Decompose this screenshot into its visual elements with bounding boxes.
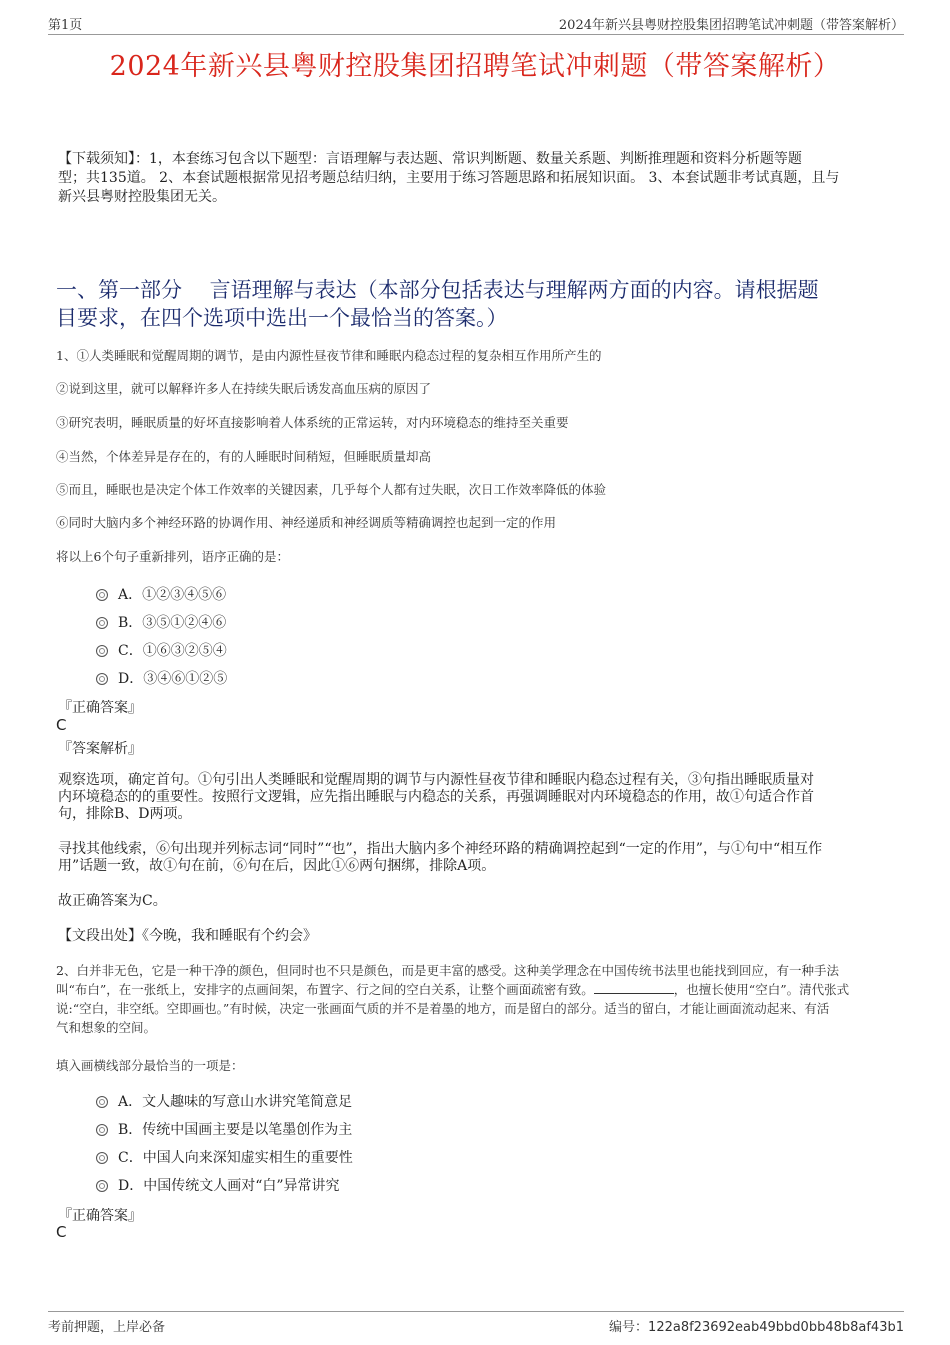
header-doc-title: 2024年新兴县粤财控股集团招聘笔试冲刺题（带答案解析） <box>558 18 904 33</box>
section-heading-line-2: 目要求，在四个选项中选出一个最恰当的答案。） <box>56 306 508 330</box>
q1-analysis-paragraph-1 <box>58 772 888 823</box>
q1-sentence-4: ④当然，个体差异是存在的，有的人睡眠时间稍短，但睡眠质量却高 <box>56 449 432 464</box>
q2-answer-label: 『正确答案』 <box>58 1208 142 1224</box>
option-label: B．传统中国画主要是以笔墨创作为主 <box>118 1122 353 1138</box>
passage-line: 2、白并非无色，它是一种干净的颜色，但同时也不只是颜色，而是更丰富的感受。这种美学理念在中国传统书法里也能找到回应，有一种手法 <box>56 963 839 978</box>
passage-line: 叫“布白”，在一张纸上，安排字的点画间架，布置字、行之间的空白关系，让整个画面疏密有致。 ，也擅长使用“空白”。清代张式 <box>56 982 850 997</box>
section-heading <box>56 276 902 332</box>
q2-option-d[interactable] <box>96 1175 340 1195</box>
option-label: A．文人趣味的写意山水讲究笔简意足 <box>118 1094 353 1110</box>
option-label: A．①②③④⑤⑥ <box>118 587 227 603</box>
footer-document-id: 编号：122a8f23692eab49bbd0bb48b8af43b1 <box>609 1320 904 1335</box>
q1-answer: C <box>56 716 67 734</box>
section-heading-line-1: 一、第一部分 言语理解与表达（本部分包括表达与理解两方面的内容。请根据题 <box>56 278 819 302</box>
analysis-line: 用”话题一致，故①句在前，⑥句在后，因此①⑥两句捆绑，排除A项。 <box>58 858 496 874</box>
q1-answer-label: 『正确答案』 <box>58 700 142 716</box>
radio-icon[interactable] <box>96 617 108 629</box>
analysis-line: 观察选项，确定首句。①句引出人类睡眠和觉醒周期的调节与内源性昼夜节律和睡眠内稳态过程有关，③句指出睡眠质量对 <box>58 772 814 788</box>
radio-icon[interactable] <box>96 1180 108 1192</box>
radio-icon[interactable] <box>96 1096 108 1108</box>
q2-option-b[interactable] <box>96 1119 352 1139</box>
option-label: C．中国人向来深知虚实相生的重要性 <box>118 1150 353 1166</box>
option-label: D．中国传统文人画对“白”异常讲究 <box>118 1178 340 1194</box>
document-title: 2024年新兴县粤财控股集团招聘笔试冲刺题（带答案解析） <box>109 51 841 82</box>
q2-option-a[interactable] <box>96 1091 352 1111</box>
radio-icon[interactable] <box>96 673 108 685</box>
q1-conclusion: 故正确答案为C。 <box>58 893 167 909</box>
q1-sentence-3: ③研究表明，睡眠质量的好坏直接影响着人体系统的正常运转，对内环境稳态的维持至关重要 <box>56 415 569 430</box>
q1-option-c[interactable] <box>96 640 227 660</box>
passage-line: 说:“空白，非空纸。空即画也。”有时候，决定一张画面气质的并不是着墨的地方，而是留白的部分。适当的留白，才能让画面流动起来、有活 <box>56 1001 830 1016</box>
analysis-line: 句，排除B、D两项。 <box>58 806 192 822</box>
q2-answer: C <box>56 1223 67 1241</box>
radio-icon[interactable] <box>96 645 108 657</box>
page-footer <box>48 1311 904 1336</box>
notice-line-2: 型；共135道。 2、本套试题根据常见招考题总结归纳，主要用于练习答题思路和拓展知识面。 3、本套试题非考试真题，且与 <box>58 170 840 186</box>
notice-line-1: 【下载须知】：1，本套练习包含以下题型：言语理解与表达题、常识判断题、数量关系题、判断推理题和资料分析题等题 <box>58 151 802 167</box>
q1-analysis-label: 『答案解析』 <box>58 741 142 757</box>
analysis-line: 寻找其他线索，⑥句出现并列标志词“同时”“也”，指出大脑内多个神经环路的精确调控起到“一定的作用”，与①句中“相互作 <box>58 841 823 857</box>
q1-option-d[interactable] <box>96 668 227 688</box>
q1-option-a[interactable] <box>96 584 226 604</box>
q1-option-b[interactable] <box>96 612 226 632</box>
q1-source: 【文段出处】《今晚，我和睡眠有个约会》 <box>58 928 317 944</box>
page-header <box>48 14 904 35</box>
q1-stem: 将以上6个句子重新排列，语序正确的是： <box>56 549 289 564</box>
footer-slogan: 考前押题，上岸必备 <box>48 1320 166 1335</box>
download-notice <box>58 150 904 207</box>
q1-sentence-2: ②说到这里，就可以解释许多人在持续失眠后诱发高血压病的原因了 <box>56 381 432 396</box>
q1-analysis-paragraph-2 <box>58 841 888 875</box>
q1-sentence-1: 1、①人类睡眠和觉醒周期的调节，是由内源性昼夜节律和睡眠内稳态过程的复杂相互作用所产生的 <box>56 348 602 363</box>
option-label: B．③⑤①②④⑥ <box>118 615 227 631</box>
radio-icon[interactable] <box>96 589 108 601</box>
passage-line: 气和想象的空间。 <box>56 1020 157 1035</box>
q1-sentence-5: ⑤而且，睡眠也是决定个体工作效率的关键因素，几乎每个人都有过失眠，次日工作效率降低的体验 <box>56 482 607 497</box>
q1-sentence-6: ⑥同时大脑内多个神经环路的协调作用、神经递质和神经调质等精确调控也起到一定的作用 <box>56 515 557 530</box>
notice-line-3: 新兴县粤财控股集团无关。 <box>58 189 226 205</box>
radio-icon[interactable] <box>96 1152 108 1164</box>
analysis-line: 内环境稳态的的重要性。按照行文逻辑，应先指出睡眠与内稳态的关系，再强调睡眠对内环境稳态的作用，故①句适合作首 <box>58 789 814 805</box>
option-label: C．①⑥③②⑤④ <box>118 643 227 659</box>
q2-passage <box>56 961 902 1037</box>
q2-option-c[interactable] <box>96 1147 353 1167</box>
q2-stem: 填入画横线部分最恰当的一项是： <box>56 1058 244 1073</box>
radio-icon[interactable] <box>96 1124 108 1136</box>
option-label: D．③④⑥①②⑤ <box>118 671 228 687</box>
fill-blank <box>594 981 674 994</box>
page-number: 第1页 <box>48 18 83 33</box>
